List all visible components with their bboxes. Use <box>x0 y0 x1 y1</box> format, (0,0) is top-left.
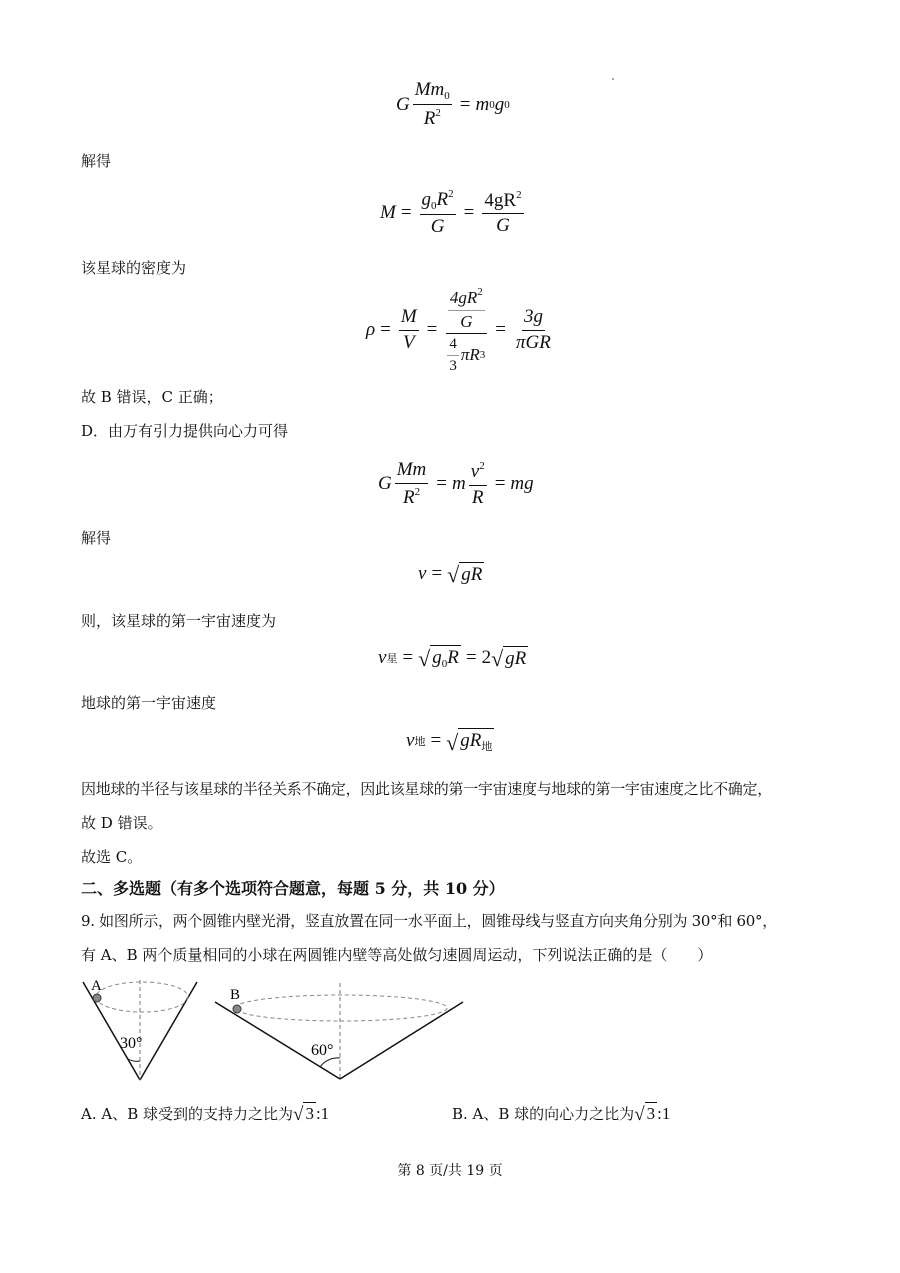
ball-b <box>233 1005 241 1013</box>
eq-sub: 0 <box>441 658 448 670</box>
option-a[interactable] <box>81 1102 329 1124</box>
eq-symbol: G <box>396 93 410 115</box>
eq-sub: 0 <box>504 98 510 111</box>
eq-symbol: R <box>402 486 415 508</box>
eq-symbol: 3 <box>449 357 457 374</box>
cone-a-orbit <box>96 982 188 1012</box>
eq-sub: 0 <box>444 90 450 102</box>
section-heading: 二、多选题（有多个选项符合题意，每题 5 分，共 10 分） <box>81 879 505 898</box>
eq-symbol: R <box>471 486 484 508</box>
square-root: √ $gR_地$ <box>446 730 493 755</box>
fraction <box>413 80 452 130</box>
eq-symbol: m <box>475 93 490 115</box>
square-root: √ gR <box>447 562 483 587</box>
eq-symbol: 2 <box>481 646 492 668</box>
eq-symbol: G <box>378 473 392 495</box>
ball-a-label: A <box>91 978 102 994</box>
fraction <box>514 307 553 354</box>
question-text-line-2: 有 A、B 两个质量相同的小球在两圆锥内壁等高处做匀速圆周运动，下列说法正确的是（ ） <box>81 946 713 964</box>
eq-symbol: v <box>406 730 415 751</box>
eq-symbol: R <box>423 108 436 130</box>
text-reasoning: 因地球的半径与该星球的半径关系不确定，因此该星球的第一宇宙速度与地球的第一宇宙速度之比不确定， <box>81 780 772 798</box>
eq-symbol: g <box>494 93 505 115</box>
eq-sup: 2 <box>479 460 485 472</box>
fraction <box>469 460 487 509</box>
eq-symbol: 3g <box>522 307 545 331</box>
text-jiede-1: 解得 <box>81 152 112 170</box>
option-b-ratio: :1 <box>657 1104 671 1123</box>
text-option-d-intro: D．由万有引力提供向心力可得 <box>81 422 289 440</box>
eq-sub: 地 <box>481 741 493 753</box>
eq-sub: 星 <box>386 652 398 665</box>
text-conclusion-d: 故 D 错误。 <box>81 814 163 832</box>
scan-speck <box>612 78 614 80</box>
cone-b <box>215 983 463 1079</box>
eq-symbol: M <box>380 201 396 223</box>
eq-sup: 2 <box>477 286 483 298</box>
eq-sup: 3 <box>479 349 486 362</box>
square-root: √ $g_0R$ <box>418 646 459 671</box>
eq-symbol: gR <box>461 564 483 585</box>
fraction <box>482 189 523 238</box>
ball-a <box>93 994 101 1002</box>
eq-symbol: v <box>470 461 480 482</box>
eq-symbol: g <box>432 647 442 668</box>
text-first-cosmic-intro: 则，该星球的第一宇宙速度为 <box>81 612 277 630</box>
eq-sub: 0 <box>489 98 495 111</box>
square-root: √ gR <box>491 645 527 671</box>
eq-symbol: gR <box>460 730 482 751</box>
equation-velocity: v = √ gR <box>418 562 483 587</box>
cone-a <box>83 978 197 1080</box>
eq-symbol: mg <box>510 473 534 495</box>
text-density-intro: 该星球的密度为 <box>81 259 187 277</box>
fraction <box>395 460 429 509</box>
eq-symbol: v <box>418 563 427 584</box>
eq-sup: 2 <box>448 188 454 200</box>
eq-symbol: R <box>436 189 449 210</box>
angle-arc-b <box>320 1058 340 1067</box>
cone-b-left-wall <box>215 1002 340 1079</box>
eq-sup: 2 <box>516 188 522 201</box>
eq-sub: 地 <box>414 736 426 748</box>
page-footer: 第 8 页/共 19 页 <box>397 1163 503 1179</box>
question-text-line-1: 9. 如图所示，两个圆锥内壁光滑，竖直放置在同一水平面上，圆锥母线与竖直方向夹角分别为 30°和 60°， <box>81 912 777 930</box>
equation-centripetal: G $\frac{Mm}{R^2}$ = m $\frac{v^2}{R}$ = mg <box>378 459 534 508</box>
equation-gravity-surface: G $\frac{Mm_0}{R^2}$ = m 0 g 0 <box>396 79 510 130</box>
eq-symbol: G <box>460 311 473 331</box>
cone-b-right-wall <box>340 1002 463 1079</box>
equation-earth-velocity: v 地 = √ $gR_地$ <box>406 730 493 755</box>
eq-symbol: G <box>430 216 445 238</box>
option-a-radicand: 3 <box>305 1104 314 1123</box>
text-earth-cosmic-intro: 地球的第一宇宙速度 <box>81 694 217 712</box>
eq-symbol: πR <box>460 345 480 365</box>
eq-sup: 2 <box>414 485 421 498</box>
eq-symbol: gR <box>505 647 527 669</box>
eq-symbol: G <box>496 215 510 237</box>
eq-symbol: R <box>447 647 459 668</box>
fraction <box>399 307 419 354</box>
eq-symbol: M <box>399 307 419 331</box>
eq-symbol: 4 <box>447 336 459 356</box>
angle-arc-a <box>128 1059 140 1061</box>
cone-b-orbit <box>235 995 447 1021</box>
text-conclusion-bc: 故 B 错误，C 正确； <box>81 388 223 406</box>
option-a-ratio: :1 <box>315 1104 330 1123</box>
option-b[interactable] <box>452 1102 670 1124</box>
ball-b-label: B <box>230 987 241 1003</box>
eq-symbol: 4gR <box>449 288 478 307</box>
eq-sup: 2 <box>435 107 441 120</box>
eq-symbol: πGR <box>516 331 551 353</box>
square-root: √ 3 <box>634 1104 656 1125</box>
eq-symbol: ρ <box>366 319 376 341</box>
eq-symbol: Mm <box>414 79 445 100</box>
eq-symbol: V <box>402 331 415 353</box>
eq-symbol: Mm <box>395 460 429 484</box>
eq-sub: 0 <box>431 200 437 212</box>
text-answer: 故选 C。 <box>81 848 143 866</box>
eq-symbol: g <box>421 189 432 210</box>
eq-symbol: v <box>378 646 387 668</box>
cone-a-left-wall <box>83 982 143 1080</box>
eq-symbol: m <box>452 473 466 495</box>
square-root: √ 3 <box>293 1104 314 1125</box>
option-a-text: A. A、B 球受到的支持力之比为 <box>81 1105 293 1123</box>
equation-density: ρ = $\frac{M}{V}$ = $\frac{4gR^2}{G}$ $\frac{4}{3}$ πR 3 = $\frac{3g}{\text{πGR}}$ <box>366 286 551 374</box>
compound-fraction <box>445 286 487 374</box>
fraction <box>420 188 456 238</box>
option-b-radicand: 3 <box>646 1104 656 1123</box>
angle-a-label: 30° <box>120 1035 143 1052</box>
equation-planet-velocity: v 星 = √ $g_0R$ = 2 √ gR <box>378 645 527 671</box>
equation-mass: M = $\frac{g_0R^2}{G}$ = $\frac{4gR^2}{G}$ <box>380 188 522 238</box>
option-b-text: B. A、B 球的向心力之比为 <box>452 1105 635 1123</box>
cone-figure <box>75 975 475 1085</box>
text-jiede-2: 解得 <box>81 529 112 547</box>
angle-b-label: 60° <box>311 1042 334 1059</box>
eq-symbol: 4gR <box>484 189 517 211</box>
